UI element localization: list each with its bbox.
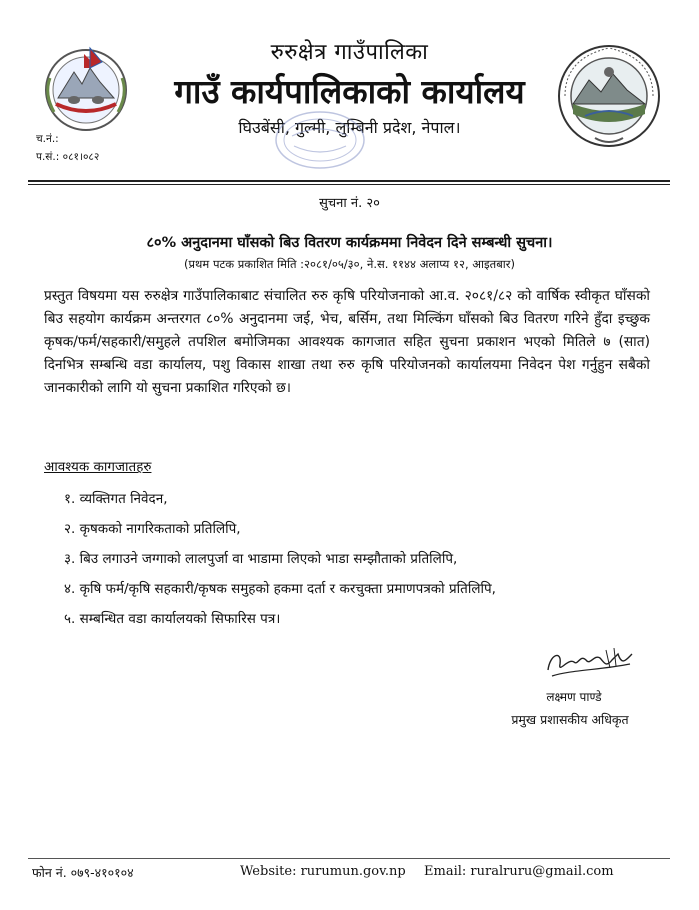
footer-website[interactable]: Website: rurumun.gov.np <box>240 864 406 879</box>
office-stamp-icon <box>272 108 368 172</box>
cha-no-label: च.नं.: <box>36 133 59 145</box>
list-item: ४. कृषि फर्म/कृषि सहकारी/कृषक समुहको हकमा दर्ता र करचुक्ता प्रमाणपत्रको प्रतिलिपि, <box>64 581 496 597</box>
signatory-title: प्रमुख प्रशासकीय अधिकृत <box>511 712 629 727</box>
list-item: १. व्यक्तिगत निवेदन, <box>64 491 168 507</box>
office-name: गाउँ कार्यपालिकाको कार्यालय <box>174 72 525 111</box>
list-item: ३. बिउ लगाउने जग्गाको लालपुर्जा वा भाडामा लिएको भाडा सम्झौताको प्रतिलिपि, <box>64 551 458 567</box>
footer-email[interactable]: Email: ruralruru@gmail.com <box>424 864 614 879</box>
list-item: ५. सम्बन्धित वडा कार्यालयको सिफारिस पत्र। <box>64 611 281 627</box>
header-divider <box>28 180 670 182</box>
municipality-name: रुरुक्षेत्र गाउँपालिका <box>270 40 429 65</box>
notice-subject: ८०% अनुदानमा घाँसको बिउ वितरण कार्यक्रममा निवेदन दिने सम्बन्धी सुचना। <box>146 235 553 251</box>
footer-phone: फोन नं. ०७९-४१०१०४ <box>32 865 134 880</box>
handwritten-signature-icon <box>540 640 640 688</box>
documents-list <box>64 488 654 638</box>
header-divider-thin <box>28 184 670 185</box>
pa-sa-label: प.सं.: ०८१।०८२ <box>36 151 100 163</box>
signatory-name: लक्ष्मण पाण्डे <box>546 690 602 704</box>
office-address: घिउबेंसी, गुल्मी, लुम्बिनी प्रदेश, नेपाल। <box>238 118 461 137</box>
footer-divider <box>28 858 670 859</box>
list-item: २. कृषकको नागरिकताको प्रतिलिपि, <box>64 521 241 537</box>
notice-number: सुचना नं. २० <box>319 196 380 211</box>
documents-title: आवश्यक कागजातहरु <box>44 459 152 475</box>
publication-note: (प्रथम पटक प्रकाशित मिति :२०८१/०५/३०, ने.स. ११४४ अलाप्य १२, आइतबार) <box>184 257 515 271</box>
notice-body: प्रस्तुत विषयमा यस रुरुक्षेत्र गाउँपालिकाबाट संचालित रुरु कृषि परियोजनाको आ.व. २०८१/८२ को वार्षिक स्वीकृत घाँसको बिउ सहयोग कार्यक्रम अन्तरगत ८०% अनुदानमा जई, भेच, बर्सिम, तथा मिल्किंग घाँसको बिउ वितरण गरिने हुँदा इच्छुक कृषक/फर्म/सहकारी/समुहले तपशिल बमोजिमका आवश्यक कागजात सहित सुचना प्रकाशन भएको मितिले ७ (सात) दिनभित्र सम्बन्धि वडा कार्यालय, पशु विकास शाखा तथा रुरु कृषि परियोजनको कार्यालयमा निवेदन पेश गर्नुहुन सबैको जानकारीको लागि यो सुचना प्रकाशित गरिएको छ। <box>44 288 650 396</box>
